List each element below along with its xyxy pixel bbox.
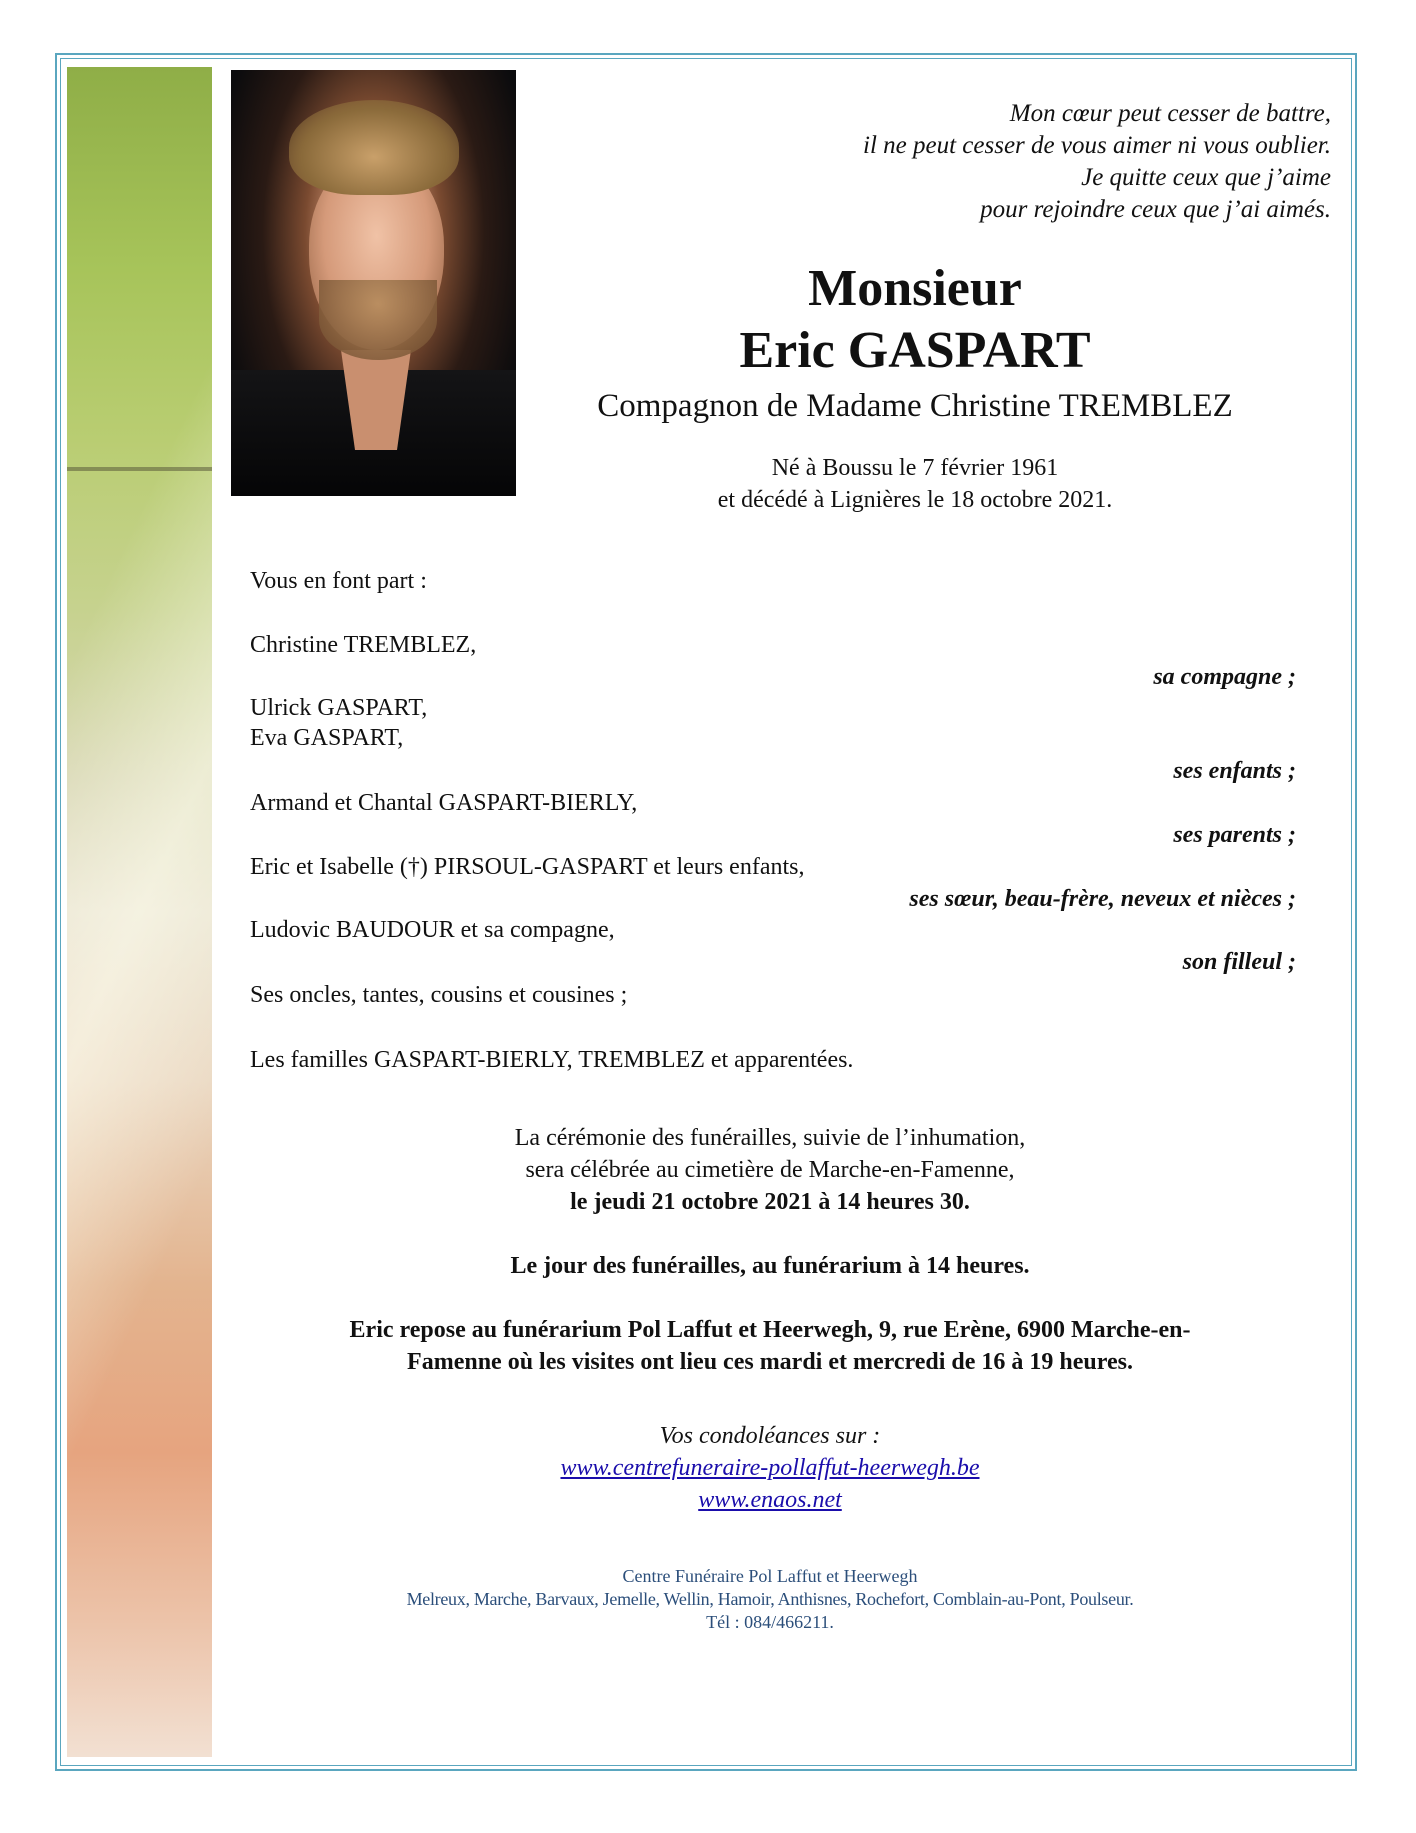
family-others: Ses oncles, tantes, cousins et cousines ; xyxy=(250,982,628,1008)
family-relation: sa compagne ; xyxy=(1153,664,1296,690)
family-name: Armand et Chantal GASPART-BIERLY, xyxy=(250,790,638,816)
family-families: Les familles GASPART-BIERLY, TREMBLEZ et apparentées. xyxy=(250,1047,854,1073)
poem-line: Je quitte ceux que j’aime xyxy=(1081,164,1331,191)
ceremony-line1: La cérémonie des funérailles, suivie de l’inhumation, xyxy=(514,1125,1026,1151)
honorific: Monsieur xyxy=(808,260,1022,317)
poem-line: Mon cœur peut cesser de battre, xyxy=(1009,100,1331,127)
poem-line: il ne peut cesser de vous aimer ni vous oublier. xyxy=(863,132,1331,159)
footer-phone: Tél : 084/466211. xyxy=(706,1612,834,1632)
dates xyxy=(540,452,1290,516)
ceremony-line2: sera célébrée au cimetière de Marche-en-Famenne, xyxy=(525,1157,1015,1183)
condolences-label: Vos condoléances sur : xyxy=(659,1423,881,1449)
family-relation: ses sœur, beau-frère, neveux et nièces ; xyxy=(909,886,1296,912)
death-line: et décédé à Lignières le 18 octobre 2021. xyxy=(717,487,1113,513)
ceremony-date: le jeudi 21 octobre 2021 à 14 heures 30. xyxy=(570,1189,970,1215)
family-name: Ludovic BAUDOUR et sa compagne, xyxy=(250,917,615,943)
portrait-hair xyxy=(289,100,459,195)
family-name: Christine TREMBLEZ, xyxy=(250,632,477,658)
side-forest-image xyxy=(67,67,212,1757)
funerarium-time: Le jour des funérailles, au funérarium à 14 heures. xyxy=(510,1253,1030,1279)
family-name: Eva GASPART, xyxy=(250,725,404,751)
family-relation: ses parents ; xyxy=(1173,822,1296,848)
footer-company: Centre Funéraire Pol Laffut et Heerwegh xyxy=(622,1566,918,1586)
family-relation: ses enfants ; xyxy=(1173,758,1296,784)
birth-line: Né à Boussu le 7 février 1961 xyxy=(771,455,1059,481)
rest-line2: Famenne où les visites ont lieu ces mardi et mercredi de 16 à 19 heures. xyxy=(407,1349,1133,1375)
footer-locations: Melreux, Marche, Barvaux, Jemelle, Wellin, Hamoir, Anthisnes, Rochefort, Comblain-au-Pont, Poulseur. xyxy=(406,1589,1134,1609)
poem-line: pour rejoindre ceux que j’ai aimés. xyxy=(980,196,1331,223)
family-name: Eric et Isabelle (†) PIRSOUL-GASPART et leurs enfants, xyxy=(250,854,805,880)
condolences-link-centre[interactable]: www.centrefuneraire-pollaffut-heerwegh.be xyxy=(560,1455,980,1481)
family-intro: Vous en font part : xyxy=(250,568,427,594)
rest-line1: Eric repose au funérarium Pol Laffut et Heerwegh, 9, rue Erène, 6900 Marche-en- xyxy=(349,1317,1191,1343)
branch-shape xyxy=(67,467,212,471)
light-rays xyxy=(67,67,212,1757)
family-relation: son filleul ; xyxy=(1182,949,1296,975)
poem xyxy=(631,98,1331,226)
portrait-photo xyxy=(231,70,516,496)
companion-line: Compagnon de Madame Christine TREMBLEZ xyxy=(597,388,1233,424)
family-name: Ulrick GASPART, xyxy=(250,695,428,721)
deceased-name: Eric GASPART xyxy=(739,322,1091,379)
portrait-beard xyxy=(319,280,437,360)
condolences-link-enaos[interactable]: www.enaos.net xyxy=(698,1487,842,1513)
